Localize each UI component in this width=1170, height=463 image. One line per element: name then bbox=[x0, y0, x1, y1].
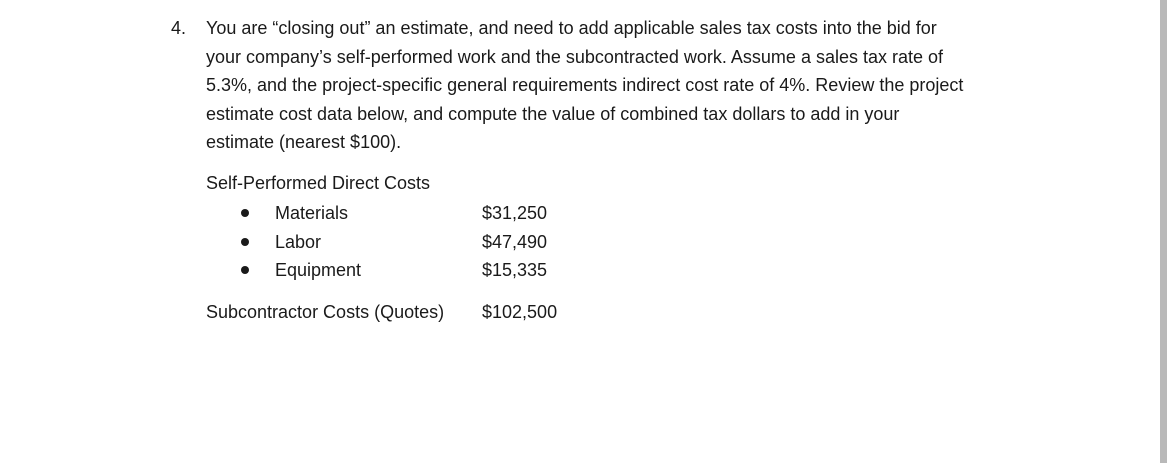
self-performed-heading: Self-Performed Direct Costs bbox=[206, 173, 431, 193]
question-line: estimate cost data below, and compute the value of combined tax dollars to add in your bbox=[206, 103, 900, 124]
question-line: You are “closing out” an estimate, and need to add applicable sales tax costs into the bid for bbox=[206, 18, 937, 38]
cost-label: Equipment bbox=[275, 260, 362, 280]
cost-label: Materials bbox=[275, 203, 349, 223]
cost-label: Labor bbox=[275, 231, 322, 252]
question-line: 5.3%, and the project-specific general requirements indirect cost rate of 4%. Review the project bbox=[206, 75, 964, 95]
question-line: estimate (nearest $100). bbox=[206, 132, 402, 152]
cost-value: $47,490 bbox=[482, 231, 548, 252]
cost-value: $31,250 bbox=[482, 203, 548, 223]
question-block bbox=[171, 14, 1051, 157]
bullet-icon bbox=[241, 209, 249, 217]
cost-item-materials bbox=[206, 199, 606, 228]
subcontractor-label: Subcontractor Costs (Quotes) bbox=[206, 302, 445, 322]
cost-value: $15,335 bbox=[482, 260, 548, 280]
vertical-scrollbar[interactable] bbox=[1150, 0, 1170, 463]
scrollbar-track[interactable] bbox=[1160, 0, 1167, 463]
self-performed-cost-list bbox=[206, 199, 606, 285]
subcontractor-value: $102,500 bbox=[482, 302, 558, 322]
cost-item-labor bbox=[206, 228, 606, 257]
bullet-icon bbox=[241, 238, 249, 246]
question-line: your company’s self-performed work and the subcontracted work. Assume a sales tax rate of bbox=[206, 46, 944, 67]
question-text bbox=[206, 14, 1051, 157]
question-number: 4. bbox=[171, 18, 187, 38]
cost-item-equipment bbox=[206, 256, 606, 285]
bullet-icon bbox=[241, 266, 249, 274]
